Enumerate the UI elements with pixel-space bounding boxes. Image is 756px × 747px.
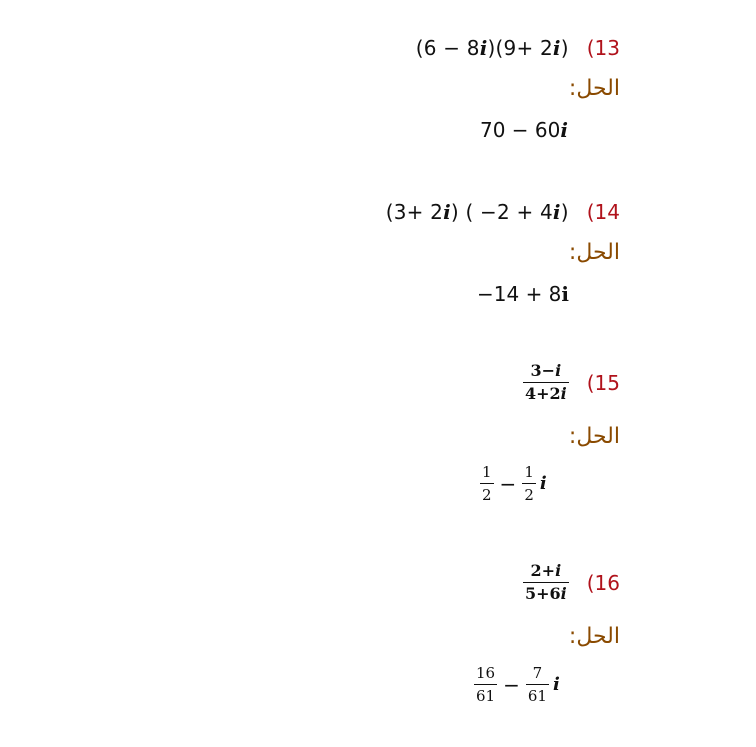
imag-unit: i	[560, 384, 567, 403]
problem-number: (15	[586, 370, 620, 395]
problem-15-answer	[480, 463, 547, 504]
numerator: 7	[532, 664, 543, 682]
solution-label: الحل:	[568, 424, 620, 449]
imag-unit: i	[539, 473, 547, 494]
problem-13-answer	[480, 118, 568, 142]
answer-text: −14 + 8	[477, 282, 562, 306]
fraction	[522, 463, 536, 504]
fraction	[480, 463, 494, 504]
imag-unit: i	[555, 361, 562, 380]
imag-unit: i	[443, 200, 451, 224]
expr-part: (6 − 8	[415, 36, 480, 60]
problem-15-expression	[523, 362, 620, 403]
imag-unit: i	[555, 561, 562, 580]
numerator: 1	[482, 463, 492, 481]
imag-unit: i	[561, 282, 570, 306]
fraction-bar	[480, 483, 494, 484]
problem-16-answer	[474, 664, 560, 705]
denominator: 2	[482, 486, 492, 504]
solution-label: الحل:	[568, 76, 620, 101]
expr-part: (3+ 2	[385, 200, 444, 224]
expr-part: )	[560, 36, 569, 60]
imag-unit: i	[560, 118, 568, 142]
imag-unit: i	[479, 36, 488, 60]
expr-part: )(9+ 2	[487, 36, 553, 60]
fraction	[523, 562, 569, 603]
expression	[416, 36, 569, 60]
denominator	[523, 585, 569, 603]
denominator: 2	[524, 486, 534, 504]
solution-label: الحل:	[568, 624, 620, 649]
minus-sign: −	[503, 672, 520, 697]
minus-sign: −	[499, 471, 517, 496]
fraction	[474, 664, 497, 705]
imag-unit: i	[560, 584, 567, 603]
denominator: 61	[527, 687, 547, 705]
problem-16-expression	[523, 562, 620, 603]
problem-number: (16	[586, 570, 620, 595]
problem-13-expression	[416, 36, 620, 60]
numerator: 16	[476, 664, 496, 682]
answer-text: 70 − 60	[480, 118, 561, 142]
expr-part: )	[560, 200, 569, 224]
fraction-bar	[523, 382, 569, 383]
denominator-text: 5+6	[524, 584, 561, 603]
imag-unit: i	[552, 36, 561, 60]
denominator	[523, 385, 569, 403]
fraction-bar	[474, 684, 497, 685]
numerator-text: 3−	[530, 361, 556, 380]
denominator-text: 4+2	[524, 384, 561, 403]
fraction	[523, 362, 569, 403]
fraction-bar	[523, 582, 569, 583]
numerator	[529, 362, 564, 380]
problem-number: (14	[586, 200, 620, 224]
expression	[386, 200, 569, 224]
problem-14-answer	[477, 282, 569, 306]
denominator: 61	[476, 687, 496, 705]
numerator	[529, 562, 564, 580]
fraction-bar	[526, 684, 549, 685]
numerator-text: 2+	[530, 561, 556, 580]
problem-14-expression	[386, 200, 620, 224]
fraction-bar	[522, 483, 536, 484]
imag-unit: i	[552, 674, 560, 695]
solution-label: الحل:	[568, 240, 620, 265]
imag-unit: i	[552, 200, 561, 224]
numerator: 1	[524, 463, 534, 481]
fraction	[526, 664, 549, 705]
problem-number: (13	[586, 36, 620, 60]
expr-part: ) ( −2 + 4	[450, 200, 553, 224]
